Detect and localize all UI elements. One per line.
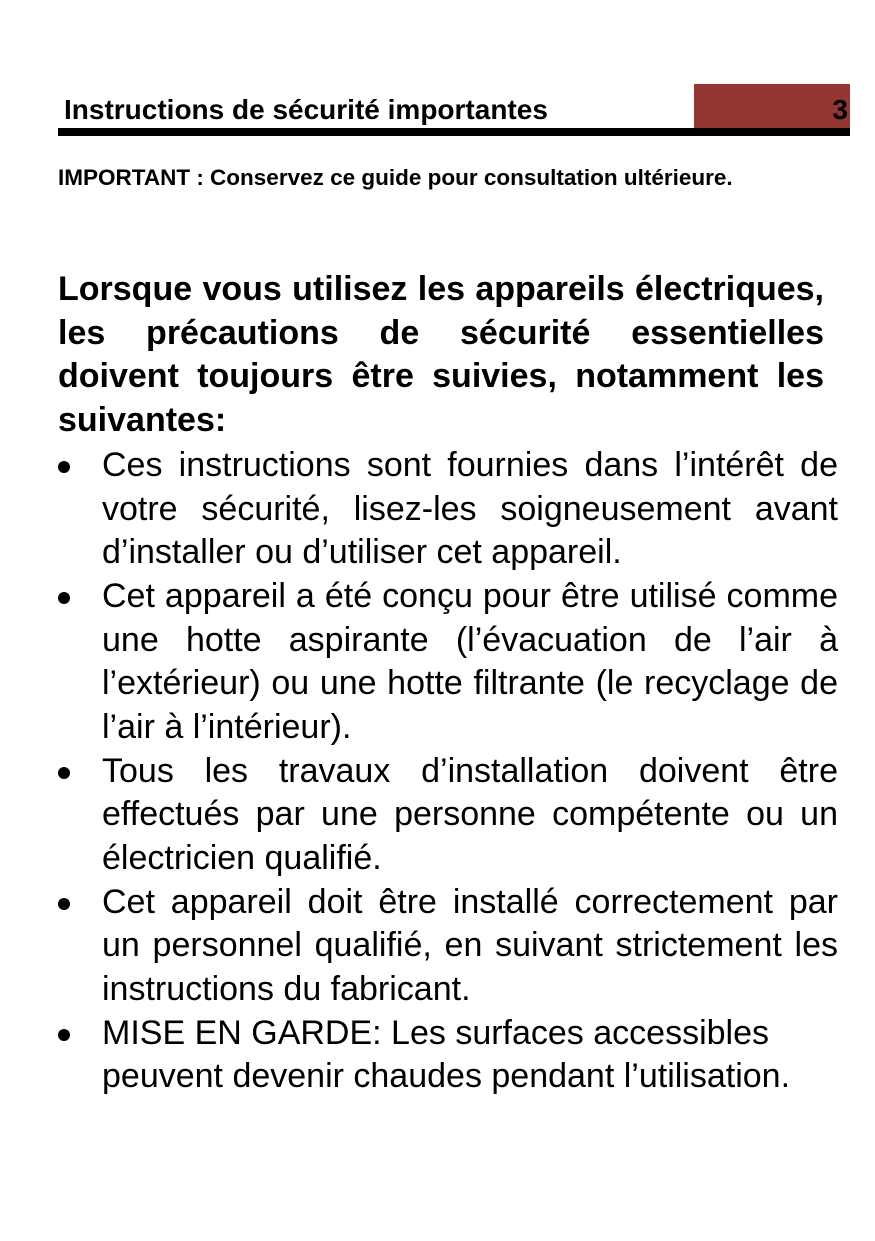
bullet-text: Cet appareil a été conçu pour être utilisé comme une hotte aspirante (l’évacuation de l’air à l’extérieur) ou une hotte filtrante (le recyclage de l’air à l’intérieur). xyxy=(102,577,838,746)
list-item xyxy=(58,575,838,749)
header-rule xyxy=(58,128,850,136)
list-item xyxy=(58,444,838,575)
page-header xyxy=(58,84,850,138)
bullet-icon xyxy=(58,592,70,604)
lead-paragraph: Lorsque vous utilisez les appareils électriques, les précautions de sécurité essentielles doivent toujours être suivies, notamment les suivantes: xyxy=(58,270,824,439)
list-item xyxy=(58,881,838,1012)
bullet-text: MISE EN GARDE: Les surfaces accessibles peuvent devenir chaudes pendant l’utilisation. xyxy=(102,1013,791,1095)
list-item xyxy=(58,1012,838,1099)
list-item xyxy=(58,750,838,881)
bullet-text: Tous les travaux d’installation doivent être effectués par une personne compétente ou un électricien qualifié. xyxy=(102,751,838,877)
bullet-icon xyxy=(58,898,70,910)
page-number-box xyxy=(694,84,850,130)
header-title: Instructions de sécurité importantes xyxy=(64,94,548,125)
page-number: 3 xyxy=(832,94,848,125)
bullet-icon xyxy=(58,767,70,779)
safety-bullet-list xyxy=(58,444,838,1099)
important-note: IMPORTANT : Conservez ce guide pour consultation ultérieure. xyxy=(58,165,733,190)
bullet-text: Ces instructions sont fournies dans l’intérêt de votre sécurité, lisez-les soigneusement avant d’installer ou d’utiliser cet appareil. xyxy=(102,446,838,571)
bullet-text: Cet appareil doit être installé correctement par un personnel qualifié, en suivant strictement les instructions du fabricant. xyxy=(102,882,838,1008)
bullet-icon xyxy=(58,461,70,473)
bullet-icon xyxy=(58,1029,70,1041)
